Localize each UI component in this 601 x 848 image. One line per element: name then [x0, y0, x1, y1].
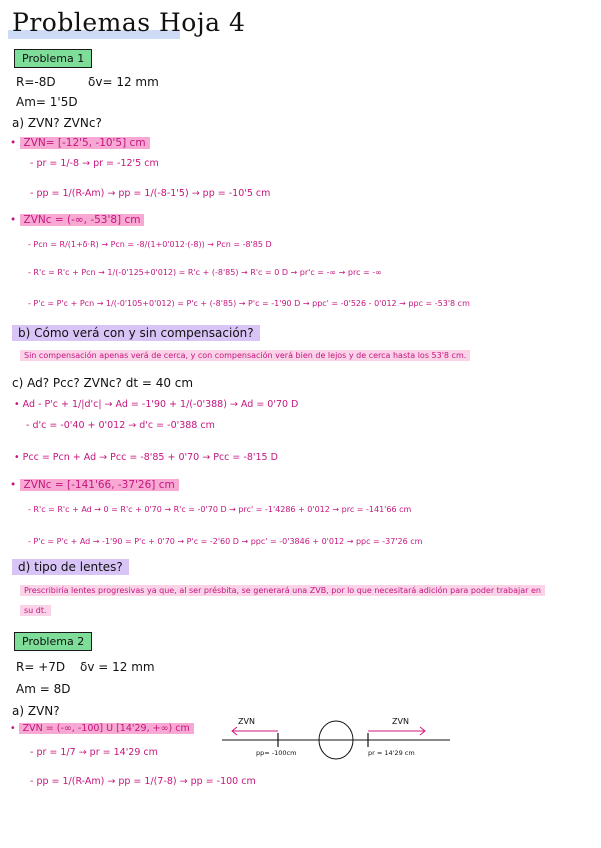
rc2-calc: - R'c = R'c + Ad → 0 = R'c + 0'70 → R'c = -0'70 D → prc' = -1'4286 + 0'012 → prc = -141'66 cm [28, 505, 412, 514]
ad-calc: • Ad - P'c + 1/|d'c| → Ad = -1'90 + 1/(-0'388) → Ad = 0'70 D [14, 399, 299, 410]
answer-d-line2: su dt. [20, 605, 51, 616]
pcc-calc: • Pcc = Pcn + Ad → Pcc = -8'85 + 0'70 → Pcc = -8'15 D [14, 452, 278, 463]
bullet: • [10, 479, 17, 491]
problem-2-header: Problema 2 [14, 632, 92, 651]
given-r: R=-8D [16, 75, 56, 89]
question-d-text: d) tipo de lentes? [12, 559, 129, 575]
given-sv: δv= 12 mm [88, 75, 159, 89]
bullet: • [10, 214, 17, 226]
given2-sv: δv = 12 mm [80, 660, 155, 674]
zvn-result: ZVN= [-12'5, -10'5] cm [20, 137, 150, 149]
zvn2-result: ZVN = (-∞, -100] U [14'29, +∞) cm [19, 723, 194, 734]
question-b-text: b) Cómo verá con y sin compensación? [12, 325, 260, 341]
rc-calc: - R'c = R'c + Pcn → 1/(-0'125+0'012) = R'c + (-8'85) → R'c = 0 D → pr'c = -∞ → prc = -∞ [28, 268, 382, 277]
pp2-calc: - pp = 1/(R-Am) → pp = 1/(7-8) → pp = -100 cm [30, 776, 256, 787]
zvnc-result: ZVNc = (-∞, -53'8] cm [20, 214, 145, 226]
given2-r: R= +7D [16, 660, 66, 674]
problem-1-header: Problema 1 [14, 49, 92, 68]
given-am: Am= 1'5D [16, 95, 78, 109]
question-a: a) ZVN? ZVNc? [12, 116, 102, 130]
bullet: • [10, 723, 16, 734]
answer-b: Sin compensación apenas verá de cerca, y con compensación verá bien de lejos y de cerca hasta los 53'8 cm. [20, 350, 470, 361]
pc2-calc: - P'c = P'c + Ad → -1'90 = P'c + 0'70 → P'c = -2'60 D → ppc' = -0'3846 + 0'012 → ppc = -37'26 cm [28, 537, 423, 546]
pc-calc: - P'c = P'c + Pcn → 1/(-0'105+0'012) = P'c + (-8'85) → P'c = -1'90 D → ppc' = -0'526 - 0'012 → ppc = -53'8 cm [28, 299, 470, 308]
bullet: • [10, 137, 17, 149]
pp-calc: - pp = 1/(R-Am) → pp = 1/(-8-1'5) → pp = -10'5 cm [30, 188, 271, 199]
right-zvn-label: ZVN [392, 717, 409, 726]
pp-label: pp= -100cm [256, 749, 297, 757]
page-title: Problemas Hoja 4 [12, 8, 246, 37]
answer-d-line1: Prescribiría lentes progresivas ya que, al ser présbita, se generará una ZVB, por lo que necesitará adición para poder trabajar en [20, 585, 545, 596]
pcn-calc: - Pcn = R/(1+δ·R) → Pcn = -8/(1+0'012·(-8)) → Pcn = -8'85 D [28, 240, 272, 249]
pr-calc: - pr = 1/-8 → pr = -12'5 cm [30, 158, 159, 169]
pr2-calc: - pr = 1/7 → pr = 14'29 cm [30, 747, 158, 758]
left-zvn-label: ZVN [238, 717, 255, 726]
question-c: c) Ad? Pcc? ZVNc? dt = 40 cm [12, 376, 194, 390]
given2-am: Am = 8D [16, 682, 71, 696]
dc-calc: - d'c = -0'40 + 0'012 → d'c = -0'388 cm [26, 420, 215, 431]
pr-label: pr = 14'29 cm [368, 749, 415, 757]
zvnc2-result: ZVNc = [-141'66, -37'26] cm [20, 479, 179, 491]
question2-a: a) ZVN? [12, 704, 60, 718]
